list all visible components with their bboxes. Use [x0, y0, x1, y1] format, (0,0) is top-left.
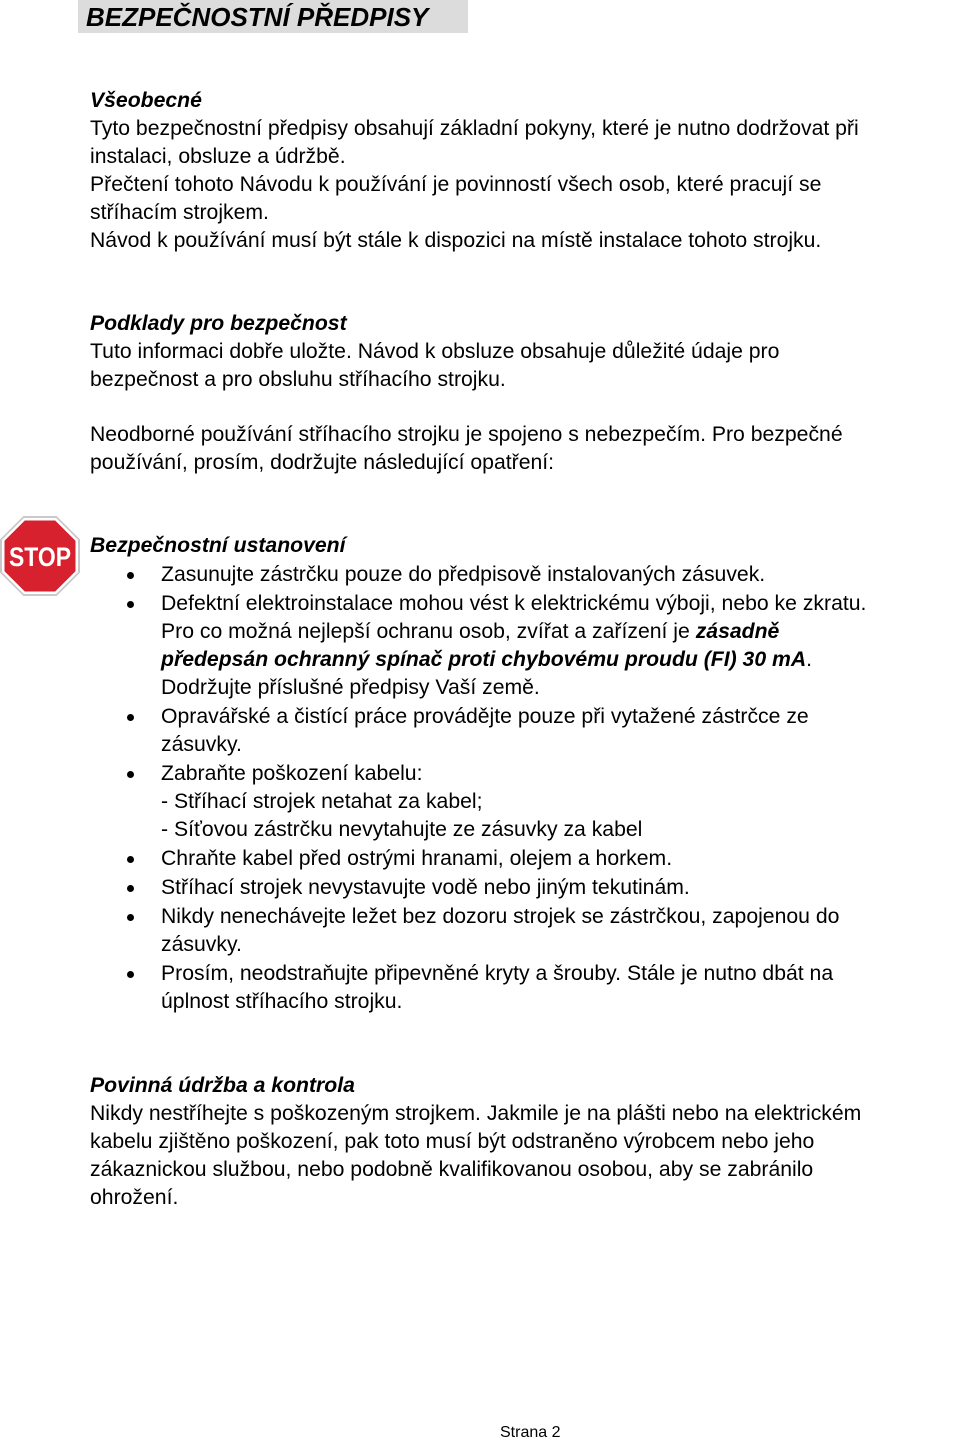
text-line: Dodržujte příslušné předpisy Vaší země. — [161, 676, 540, 699]
paragraph — [90, 1100, 960, 1212]
bullet-icon — [127, 714, 134, 721]
section-heading: Bezpečnostní ustanovení — [90, 534, 346, 557]
text-line — [161, 618, 960, 646]
list-item — [90, 960, 960, 1017]
text-line: Zabraňte poškození kabelu: — [161, 762, 423, 785]
section-heading: Povinná údržba a kontrola — [90, 1074, 355, 1097]
list-item — [90, 903, 960, 960]
text-line: Zasunujte zástrčku pouze do předpisově instalovaných zásuvek. — [161, 563, 766, 586]
text-line: Návod k používání musí být stále k dispozici na místě instalace tohoto strojku. — [90, 229, 822, 252]
text-line: zásuvky. — [161, 733, 242, 756]
list-item — [90, 590, 960, 703]
text-line: Defektní elektroinstalace mohou vést k elektrickému výboji, nebo ke zkratu. — [161, 592, 867, 615]
bullet-icon — [127, 771, 134, 778]
stop-sign-text: STOP — [9, 542, 71, 572]
bullet-icon — [127, 914, 134, 921]
text-fragment: . — [806, 648, 813, 671]
text-line: Tuto informaci dobře uložte. Návod k obsluze obsahuje důležité údaje pro — [90, 340, 780, 363]
list-item — [90, 760, 960, 845]
bullet-icon — [127, 601, 134, 608]
text-fragment: Pro co možná nejlepší ochranu osob, zvířat a zařízení je — [161, 620, 696, 643]
text-line: stříhacím strojkem. — [90, 201, 269, 224]
bullet-icon — [127, 572, 134, 579]
section-ustanoveni — [9, 532, 960, 1017]
text-line — [161, 646, 960, 674]
document-body — [9, 87, 960, 1212]
bullet-icon — [127, 885, 134, 892]
text-line: bezpečnost a pro obsluhu stříhacího strojku. — [90, 368, 506, 391]
list-item — [90, 874, 960, 903]
text-line: kabelu zjištěno poškození, pak toto musí být odstraněno výrobcem nebo jeho — [90, 1130, 815, 1153]
list-item — [90, 703, 960, 760]
emphasis-text: předepsán ochranný spínač proti chybovému proudu (FI) 30 mA — [161, 648, 807, 671]
paragraph — [90, 115, 960, 255]
text-line: instalaci, obsluze a údržbě. — [90, 145, 346, 168]
text-line: zákaznickou službou, nebo podobně kvalifikovanou osobou, aby se zabránilo — [90, 1158, 814, 1181]
page-title: BEZPEČNOSTNÍ PŘEDPISY — [86, 2, 429, 32]
page-number: Strana 2 — [500, 1424, 561, 1441]
bullet-icon — [127, 856, 134, 863]
list-item — [90, 845, 960, 874]
text-line: Neodborné používání stříhacího strojku je spojeno s nebezpečím. Pro bezpečné — [90, 423, 843, 446]
safety-list — [90, 561, 960, 1017]
text-line: Chraňte kabel před ostrými hranami, olejem a horkem. — [161, 847, 673, 870]
text-line: ohrožení. — [90, 1186, 179, 1209]
list-item — [90, 561, 960, 590]
text-line: - Stříhací strojek netahat za kabel; — [161, 790, 483, 813]
section-vseobecne — [90, 87, 960, 255]
text-line: Prosím, neodstraňujte připevněné kryty a šrouby. Stále je nutno dbát na — [161, 962, 834, 985]
paragraph — [90, 421, 960, 477]
text-line: úplnost stříhacího strojku. — [161, 990, 403, 1013]
text-line: Opravářské a čistící práce provádějte pouze při vytažené zástrčce ze — [161, 705, 809, 728]
text-line: používání, prosím, dodržujte následující opatření: — [90, 451, 555, 474]
text-line: Nikdy nenechávejte ležet bez dozoru strojek se zástrčkou, zapojenou do — [161, 905, 840, 928]
section-udrzba — [90, 1072, 960, 1212]
text-line: - Síťovou zástrčku nevytahujte ze zásuvky za kabel — [161, 818, 643, 841]
text-line: Tyto bezpečnostní předpisy obsahují základní pokyny, které je nutno dodržovat při — [90, 117, 859, 140]
section-podklady — [90, 310, 960, 477]
text-line: Stříhací strojek nevystavujte vodě nebo jiným tekutinám. — [161, 876, 690, 899]
text-line: zásuvky. — [161, 933, 242, 956]
paragraph — [90, 338, 960, 394]
bullet-icon — [127, 971, 134, 978]
section-heading: Podklady pro bezpečnost — [90, 312, 347, 335]
section-heading: Všeobecné — [90, 89, 202, 112]
text-line: Přečtení tohoto Návodu k používání je povinností všech osob, které pracují se — [90, 173, 822, 196]
emphasis-text: zásadně — [695, 620, 780, 643]
stop-sign-icon — [0, 516, 80, 596]
text-line: Nikdy nestříhejte s poškozeným strojkem. Jakmile je na plášti nebo na elektrickém — [90, 1102, 862, 1125]
